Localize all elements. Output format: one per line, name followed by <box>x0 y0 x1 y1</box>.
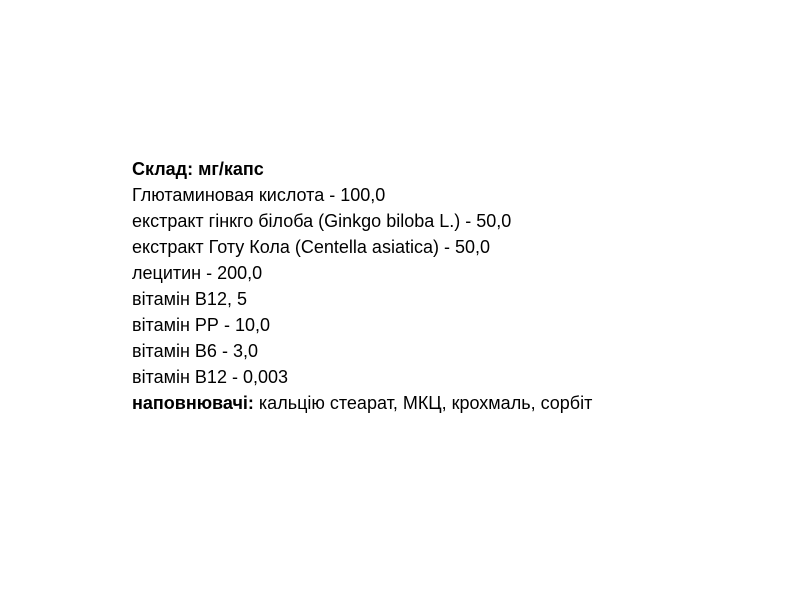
ingredient-line: екстракт гінкго білоба (Ginkgo biloba L.) - 50,0 <box>132 211 512 231</box>
ingredient-line: Глютаминовая кислота - 100,0 <box>132 185 386 205</box>
composition-block <box>132 156 772 416</box>
ingredient-line: вітамін В6 - 3,0 <box>132 341 258 361</box>
composition-heading: Склад: мг/капс <box>132 159 264 179</box>
ingredient-line: екстракт Готу Кола (Centella asiatica) - 50,0 <box>132 237 490 257</box>
ingredient-line: вітамін В12 - 0,003 <box>132 367 288 387</box>
ingredient-line: вітамін В12, 5 <box>132 289 247 309</box>
ingredient-line: лецитин - 200,0 <box>132 263 263 283</box>
fillers-value: кальцію стеарат, МКЦ, крохмаль, сорбіт <box>253 393 593 413</box>
fillers-label: наповнювачі: <box>132 393 254 413</box>
fillers-line <box>132 390 772 416</box>
ingredient-line: вітамін РР - 10,0 <box>132 315 270 335</box>
